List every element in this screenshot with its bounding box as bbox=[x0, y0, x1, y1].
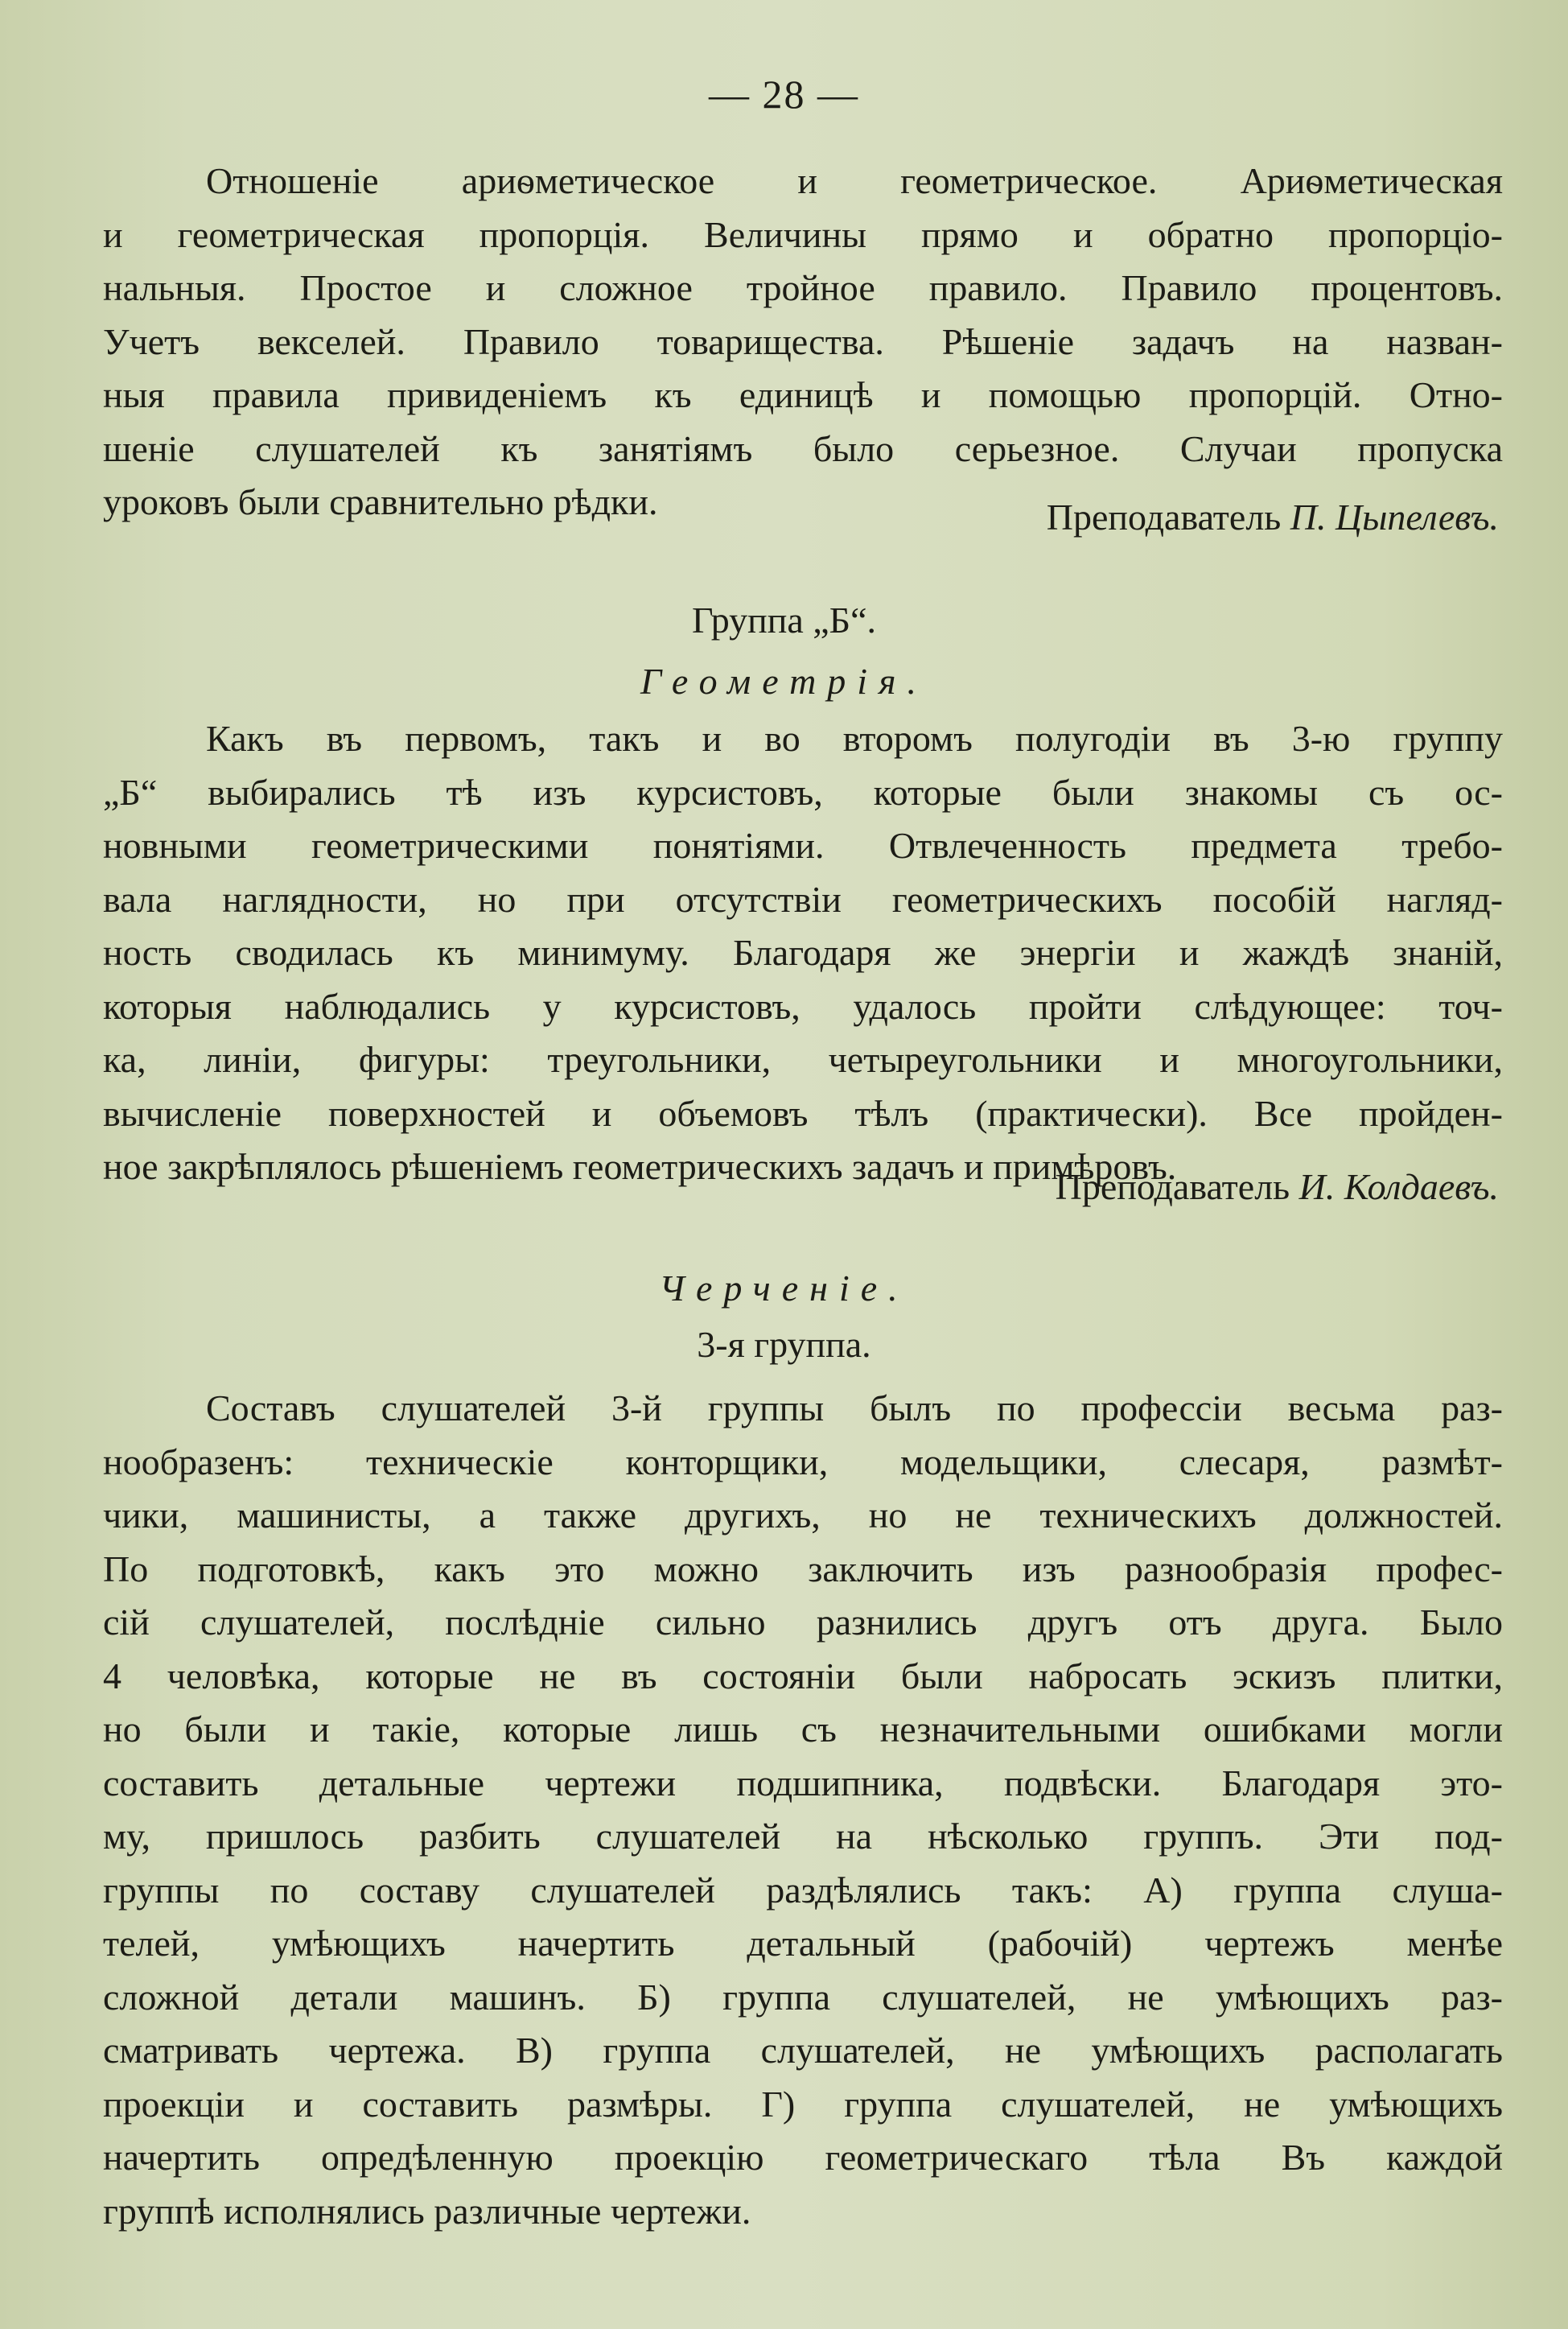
text-line: группы по составу слушателей раздѣлялись такъ: А) группа слуша- bbox=[103, 1869, 1503, 1911]
signature-tsypelev bbox=[1047, 496, 1499, 538]
text-line: нальныя. Простое и сложное тройное правило. Правило процентовъ. bbox=[103, 267, 1503, 308]
third-group-heading: 3-я группа. bbox=[697, 1324, 871, 1365]
text-line: проекцiи и составить размѣры. Г) группа слушателей, не умѣющихъ bbox=[103, 2083, 1503, 2125]
text-line: Отношенiе ариѳметическое и геометрическое. Ариѳметическая bbox=[206, 160, 1503, 201]
drawing-heading: Черченiе. bbox=[659, 1268, 909, 1309]
text-line: По подготовкѣ, какъ это можно заключить изъ разнообразiя профес- bbox=[103, 1548, 1503, 1589]
text-line: му, пришлось разбить слушателей на нѣсколько группъ. Эти под- bbox=[103, 1816, 1503, 1857]
text-line: группѣ исполнялись различные чертежи. bbox=[103, 2190, 751, 2232]
arithmetic-paragraph bbox=[103, 155, 1503, 530]
text-line: нообразенъ: техническiе конторщики, модельщики, слесаря, размѣт- bbox=[103, 1441, 1503, 1482]
signature-label: Преподаватель bbox=[1055, 1166, 1290, 1207]
text-line: ныя правила привиденiемъ къ единицѣ и помощью пропорцiй. Отно- bbox=[103, 374, 1503, 415]
signature-name: И. Колдаевъ. bbox=[1298, 1166, 1499, 1207]
signature-label: Преподаватель bbox=[1046, 497, 1282, 538]
text-line: уроковъ были сравнительно рѣдки. bbox=[103, 481, 658, 522]
geometry-paragraph bbox=[103, 712, 1503, 1194]
text-line: Учетъ векселей. Правило товарищества. Рѣшенiе задачъ на назван- bbox=[103, 320, 1503, 362]
text-line: новными геометрическими понятiями. Отвлеченность предмета требо- bbox=[103, 825, 1503, 866]
text-line: сматривать чертежа. В) группа слушателей, не умѣющихъ располагать bbox=[103, 2030, 1503, 2071]
page-number: — 28 — bbox=[709, 72, 859, 117]
text-line: вычисленiе поверхностей и объемовъ тѣлъ (практически). Все пройден- bbox=[103, 1092, 1503, 1134]
text-line: ка, линiи, фигуры: треугольники, четыреугольники и многоугольники, bbox=[103, 1039, 1503, 1080]
text-line: сiй слушателей, послѣднiе сильно разнились другъ отъ друга. Было bbox=[103, 1601, 1503, 1643]
text-line: шенiе слушателей къ занятiямъ было серьезное. Случаи пропуска bbox=[103, 427, 1503, 469]
signature-koldaev bbox=[1056, 1165, 1499, 1208]
drawing-paragraph bbox=[103, 1382, 1503, 2238]
geometry-heading: Геометрiя. bbox=[640, 661, 928, 702]
text-line: и геометрическая пропорцiя. Величины прямо и обратно пропорцiо- bbox=[103, 213, 1503, 255]
text-line: чики, машинисты, а также другихъ, но не техническихъ должностей. bbox=[103, 1494, 1503, 1535]
text-line: ность сводилась къ минимуму. Благодаря же энергiи и жаждѣ знанiй, bbox=[103, 932, 1503, 973]
text-line: но были и такiе, которые лишь съ незначительными ошибками могли bbox=[103, 1709, 1503, 1750]
text-line: ное закрѣплялось рѣшенiемъ геометрическихъ задачъ и примѣровъ. bbox=[103, 1146, 1177, 1187]
text-line: телей, умѣющихъ начертить детальный (рабочiй) чертежъ менѣе bbox=[103, 1923, 1503, 1964]
text-line: Какъ въ первомъ, такъ и во второмъ полугодiи въ 3-ю группу bbox=[206, 718, 1503, 759]
text-line: вала наглядности, но при отсутствiи геометрическихъ пособiй нагляд- bbox=[103, 878, 1503, 920]
text-line: которыя наблюдались у курсистовъ, удалось пройти слѣдующее: точ- bbox=[103, 985, 1503, 1027]
text-line: Составъ слушателей 3-й группы былъ по профессiи весьма раз- bbox=[206, 1387, 1503, 1428]
signature-name: П. Цыпелевъ. bbox=[1290, 497, 1499, 538]
text-line: 4 человѣка, которые не въ состоянiи были набросать эскизъ плитки, bbox=[103, 1655, 1503, 1696]
text-line: начертить опредѣленную проекцiю геометрическаго тѣла Въ каждой bbox=[103, 2137, 1503, 2178]
text-line: сложной детали машинъ. Б) группа слушателей, не умѣющихъ раз- bbox=[103, 1976, 1503, 2018]
text-line: составить детальные чертежи подшипника, подвѣски. Благодаря это- bbox=[103, 1762, 1503, 1803]
text-line: „Б“ выбирались тѣ изъ курсистовъ, которые были знакомы съ ос- bbox=[103, 771, 1503, 813]
group-b-heading: Группа „Б“. bbox=[692, 600, 876, 641]
